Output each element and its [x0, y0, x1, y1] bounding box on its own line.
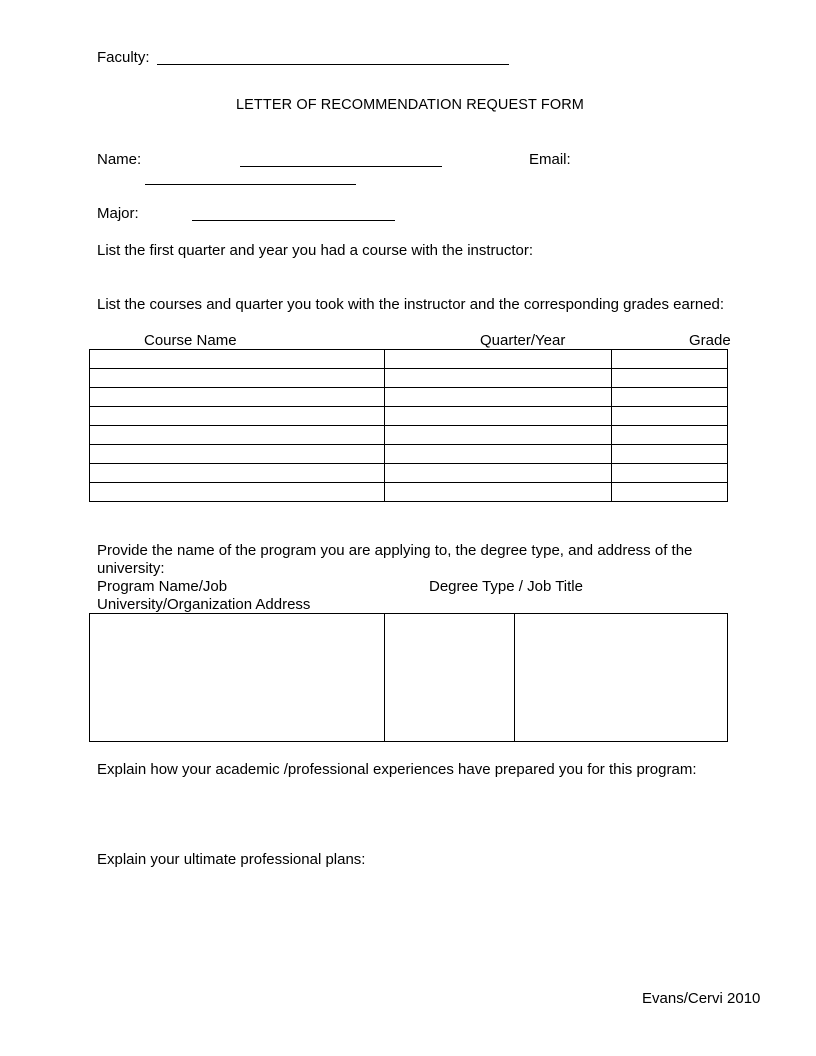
courses-prompt: List the courses and quarter you took with the instructor and the corresponding grades earned:: [97, 296, 725, 313]
course-name-cell[interactable]: [90, 445, 385, 464]
faculty-field[interactable]: [157, 64, 509, 65]
quarter-year-cell[interactable]: [384, 407, 612, 426]
table-row: [90, 407, 728, 426]
form-title: LETTER OF RECOMMENDATION REQUEST FORM: [236, 97, 584, 113]
email-field[interactable]: [145, 184, 356, 185]
quarter-year-header: Quarter/Year: [480, 332, 566, 349]
course-name-cell[interactable]: [90, 426, 385, 445]
course-name-cell[interactable]: [90, 369, 385, 388]
table-row: [90, 614, 728, 742]
grade-cell[interactable]: [612, 483, 728, 502]
grade-cell[interactable]: [612, 464, 728, 483]
grade-cell[interactable]: [612, 426, 728, 445]
table-row: [90, 483, 728, 502]
course-name-cell[interactable]: [90, 464, 385, 483]
major-label: Major:: [97, 205, 139, 222]
plans-prompt: Explain your ultimate professional plans:: [97, 851, 366, 868]
table-row: [90, 426, 728, 445]
quarter-year-cell[interactable]: [384, 388, 612, 407]
experience-prompt: Explain how your academic /professional experiences have prepared you for this program:: [97, 761, 697, 778]
address-cell[interactable]: [515, 614, 728, 742]
quarter-year-cell[interactable]: [384, 426, 612, 445]
course-name-cell[interactable]: [90, 483, 385, 502]
footer-credit: Evans/Cervi 2010: [642, 990, 761, 1007]
address-header: University/Organization Address: [97, 596, 311, 613]
program-name-header: Program Name/Job: [97, 578, 228, 595]
grade-cell[interactable]: [612, 369, 728, 388]
courses-table: [89, 349, 728, 502]
faculty-label: Faculty:: [97, 49, 150, 66]
grade-header: Grade: [689, 332, 731, 349]
quarter-year-cell[interactable]: [384, 445, 612, 464]
grade-cell[interactable]: [612, 350, 728, 369]
table-row: [90, 350, 728, 369]
first-quarter-prompt: List the first quarter and year you had a course with the instructor:: [97, 242, 534, 259]
program-prompt-line1: Provide the name of the program you are applying to, the degree type, and address of the: [97, 542, 693, 559]
name-label: Name:: [97, 151, 142, 168]
grade-cell[interactable]: [612, 445, 728, 464]
quarter-year-cell[interactable]: [384, 350, 612, 369]
table-row: [90, 388, 728, 407]
grade-cell[interactable]: [612, 388, 728, 407]
major-field[interactable]: [192, 220, 395, 221]
email-label: Email:: [529, 151, 571, 168]
course-name-header: Course Name: [144, 332, 237, 349]
program-prompt-line2: university:: [97, 560, 165, 577]
grade-cell[interactable]: [612, 407, 728, 426]
course-name-cell[interactable]: [90, 407, 385, 426]
degree-type-cell[interactable]: [384, 614, 515, 742]
quarter-year-cell[interactable]: [384, 464, 612, 483]
program-name-cell[interactable]: [90, 614, 385, 742]
degree-type-header: Degree Type / Job Title: [429, 578, 583, 595]
table-row: [90, 464, 728, 483]
name-field[interactable]: [240, 166, 442, 167]
course-name-cell[interactable]: [90, 388, 385, 407]
table-row: [90, 445, 728, 464]
table-row: [90, 369, 728, 388]
quarter-year-cell[interactable]: [384, 369, 612, 388]
quarter-year-cell[interactable]: [384, 483, 612, 502]
program-table: [89, 613, 728, 742]
course-name-cell[interactable]: [90, 350, 385, 369]
